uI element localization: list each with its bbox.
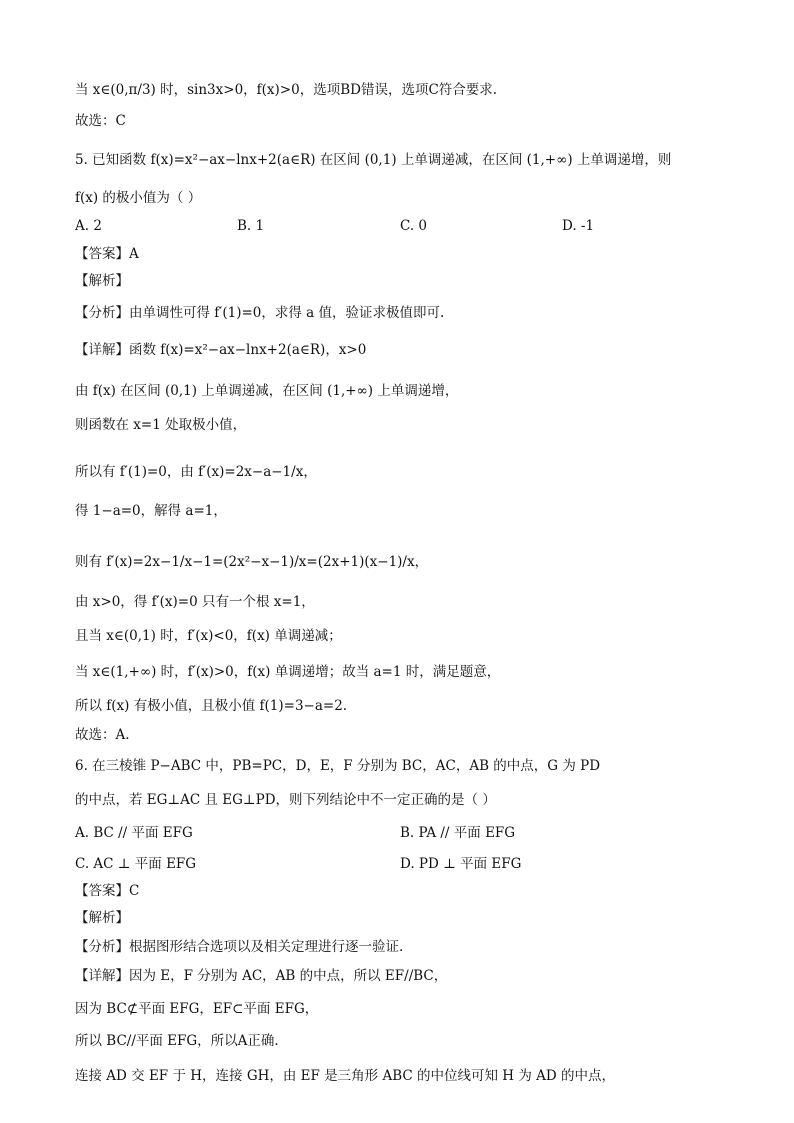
question-5-stem: f(x) 的极小值为（ ） [75,190,202,206]
question-5-stem: 5. 已知函数 f(x)=x²−ax−lnx+2(a∈R) 在区间 (0,1) 上单调递减，在区间 (1,+∞) 上单调递增，则 [75,152,672,168]
text-line: 故选：C [75,113,126,129]
text-line: 由 x>0，得 f′(x)=0 只有一个根 x=1， [75,594,315,610]
q6-option-c: C. AC ⊥ 平面 EFG [75,856,197,872]
text-line: 所以 f(x) 有极小值，且极小值 f(1)=3−a=2. [75,698,348,714]
text-line: 当 x∈(1,+∞) 时，f′(x)>0，f(x) 单调递增；故当 a=1 时，满足题意， [75,664,501,680]
text-line: 连接 AD 交 EF 于 H，连接 GH，由 EF 是三角形 ABC 的中位线可知 H 为 AD 的中点， [75,1068,616,1084]
text-line: 由 f(x) 在区间 (0,1) 上单调递减，在区间 (1,+∞) 上单调递增， [75,383,459,399]
q6-option-b: B. PA // 平面 EFG [400,825,516,841]
text-line: 所以 BC//平面 EFG，所以A正确. [75,1033,279,1049]
text-line: 则函数在 x=1 处取极小值， [75,417,247,433]
text-line: 【分析】由单调性可得 f′(1)=0，求得 a 值，验证求极值即可. [75,305,445,321]
text-line: 因为 BC⊄平面 EFG，EF⊂平面 EFG， [75,1001,319,1017]
answer-label: 【答案】A [75,246,139,262]
text-line: 【详解】函数 f(x)=x²−ax−lnx+2(a∈R)，x>0 [75,342,367,358]
q5-option-a: A. 2 [75,218,102,234]
text-line: 【分析】根据图形结合选项以及相关定理进行逐一验证. [75,939,404,955]
text-line: 所以有 f′(1)=0，由 f′(x)=2x−a−1/x， [75,464,317,480]
question-6-stem: 6. 在三棱锥 P−ABC 中，PB=PC，D，E，F 分别为 BC，AC，AB 的中点，G 为 PD [75,758,601,774]
text-line: 【详解】因为 E，F 分别为 AC，AB 的中点，所以 EF//BC， [75,968,448,984]
q5-option-b: B. 1 [237,218,265,234]
analysis-label: 【解析】 [75,273,129,289]
text-line: 故选：A. [75,727,130,743]
text-line: 且当 x∈(0,1) 时，f′(x)<0，f(x) 单调递减； [75,628,342,644]
answer-label: 【答案】C [75,883,140,899]
q6-option-a: A. BC // 平面 EFG [75,825,193,841]
q5-option-c: C. 0 [400,218,428,234]
q6-option-d: D. PD ⊥ 平面 EFG [400,856,522,872]
q5-option-d: D. -1 [562,218,595,234]
analysis-label: 【解析】 [75,910,129,926]
text-line: 得 1−a=0，解得 a=1， [75,503,227,519]
text-line: 则有 f′(x)=2x−1/x−1=(2x²−x−1)/x=(2x+1)(x−1)/x， [75,554,429,570]
question-6-stem: 的中点，若 EG⊥AC 且 EG⊥PD，则下列结论中不一定正确的是（ ） [75,792,496,808]
text-line: 当 x∈(0,π/3) 时，sin3x>0，f(x)>0，选项BD错误，选项C符合要求. [75,82,498,98]
